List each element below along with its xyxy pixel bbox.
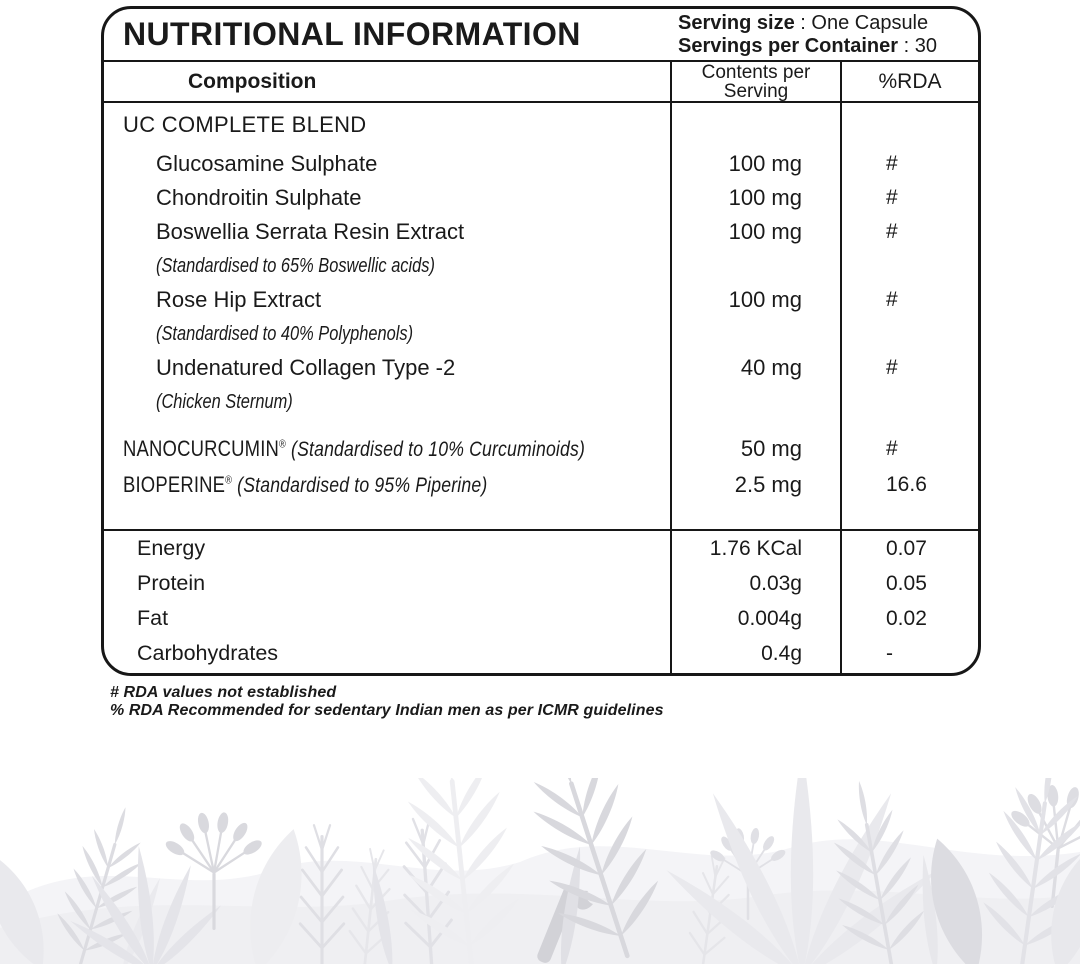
serving-size-value: : One Capsule: [794, 11, 929, 34]
table-row: [104, 531, 978, 566]
amount-cell: 100 mg: [728, 151, 802, 176]
amount-cell: 40 mg: [740, 355, 802, 380]
table-row: [104, 283, 978, 317]
nutrient-name: Fat: [137, 606, 169, 630]
composition-cell: [104, 390, 672, 414]
brand-name: BIOPERINE: [123, 472, 226, 497]
nutrition-facts-panel: [101, 6, 981, 676]
rda-cell: 0.02: [886, 606, 927, 630]
rda-cell: -: [886, 641, 893, 665]
amount-cell: 0.4g: [761, 641, 802, 665]
blend-heading: UC COMPLETE BLEND: [123, 112, 367, 137]
amount-cell: 0.004g: [737, 606, 802, 630]
amount-cell: 100 mg: [728, 287, 802, 312]
table-row: [104, 636, 978, 671]
amount-cell: 0.03g: [749, 571, 802, 595]
footnote-line: % RDA Recommended for sedentary Indian men as per ICMR guidelines: [110, 702, 664, 719]
ingredient-name: Glucosamine Sulphate: [156, 151, 378, 176]
table-row: [104, 566, 978, 601]
table-row: [104, 385, 978, 419]
table-row: [104, 419, 978, 431]
ingredient-name: Rose Hip Extract: [156, 287, 322, 312]
rda-cell: 16.6: [886, 473, 927, 496]
brand-line: [123, 436, 585, 462]
composition-cell: [104, 287, 672, 313]
table-row: [104, 317, 978, 351]
table-row: [104, 431, 978, 467]
composition-cell: [104, 219, 672, 245]
table-row: [104, 103, 978, 147]
rda-cell: #: [886, 220, 898, 243]
rda-cell: 0.07: [886, 536, 927, 560]
ingredient-name: Boswellia Serrata Resin Extract: [156, 219, 465, 244]
table-row: [104, 215, 978, 249]
column-header-composition: Composition: [188, 69, 317, 93]
composition-cell: [104, 112, 672, 138]
rda-cell: #: [886, 186, 898, 209]
table-row: [104, 181, 978, 215]
nutrient-name: Protein: [137, 571, 206, 595]
amount-cell: 50 mg: [740, 436, 802, 461]
serving-info: [678, 9, 937, 60]
servings-per-container-label: Servings per Container: [678, 34, 899, 57]
table-row: [104, 601, 978, 636]
ingredient-name: Chondroitin Sulphate: [156, 185, 362, 210]
nutrient-name: Energy: [137, 536, 206, 560]
rda-cell: #: [886, 437, 898, 460]
registered-trademark-symbol: ®: [225, 474, 233, 487]
ingredient-note: (Chicken Sternum): [156, 390, 293, 413]
servings-per-container-line: [678, 35, 937, 58]
rda-cell: 0.05: [886, 571, 927, 595]
composition-rows: [104, 103, 978, 503]
amount-cell: 1.76 KCal: [709, 536, 802, 560]
rda-cell: #: [886, 356, 898, 379]
table-row: [104, 249, 978, 283]
table-row: [104, 147, 978, 181]
nutrient-name: Carbohydrates: [137, 641, 279, 665]
brand-note: (Standardised to 10% Curcuminoids): [291, 438, 586, 461]
page-title: NUTRITIONAL INFORMATION: [123, 16, 581, 52]
registered-trademark-symbol: ®: [279, 438, 286, 451]
composition-cell: [104, 322, 672, 346]
footnotes: [110, 684, 664, 720]
footnote-line: # RDA values not established: [110, 684, 337, 701]
ingredient-name: Undenatured Collagen Type -2: [156, 355, 456, 380]
serving-size-line: [678, 12, 937, 35]
servings-per-container-value: : 30: [898, 34, 937, 57]
brand-note: (Standardised to 95% Piperine): [237, 474, 488, 497]
composition-cell: [104, 472, 672, 498]
composition-cell: [104, 151, 672, 177]
amount-cell: 2.5 mg: [734, 472, 802, 497]
composition-cell: [104, 254, 672, 278]
table-row: [104, 351, 978, 385]
table-row: [104, 467, 978, 503]
amount-cell: 100 mg: [728, 185, 802, 210]
column-header-contents-per-serving: Contents per Serving: [701, 61, 811, 102]
brand-line: [123, 472, 487, 498]
ingredient-note: (Standardised to 40% Polyphenols): [156, 322, 414, 345]
composition-cell: [104, 185, 672, 211]
serving-size-label: Serving size: [678, 11, 795, 34]
composition-cell: [104, 436, 672, 462]
composition-cell: [104, 355, 672, 381]
brand-name: NANOCURCUMIN: [123, 436, 280, 461]
ingredient-note: (Standardised to 65% Boswellic acids): [156, 254, 435, 277]
column-header-rda: %RDA: [878, 69, 942, 93]
rda-cell: #: [886, 288, 898, 311]
amount-cell: 100 mg: [728, 219, 802, 244]
energy-rows: [104, 531, 978, 671]
botanical-leaves-illustration: [0, 778, 1080, 964]
rda-cell: #: [886, 152, 898, 175]
